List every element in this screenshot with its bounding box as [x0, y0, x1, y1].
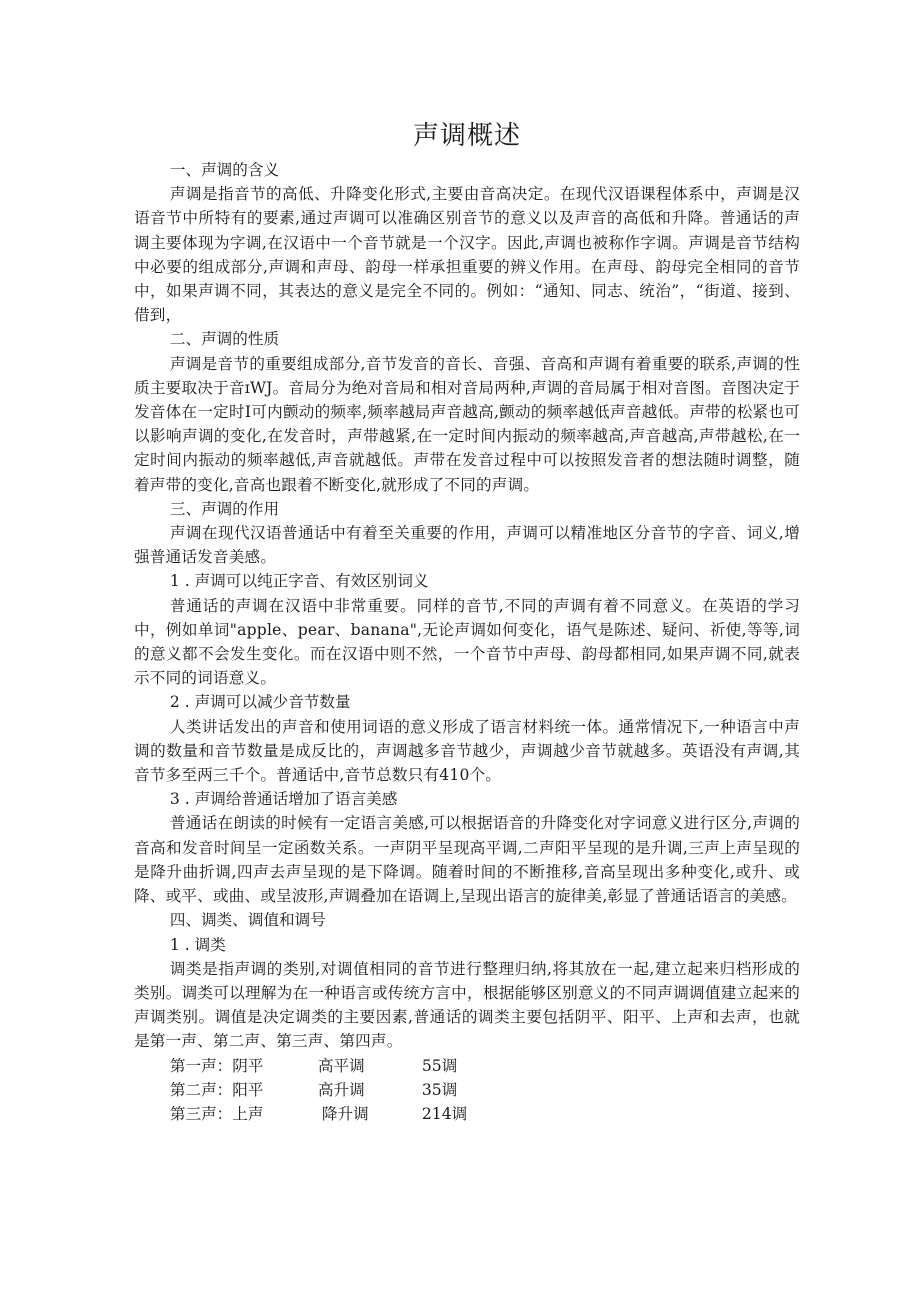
section-heading-meaning: 一、声调的含义 [169, 161, 280, 179]
section-heading-tone-categories: 四、调类、调值和调号 [169, 911, 326, 930]
paragraph-function-1: 普通话的声调在汉语中非常重要。同样的音节,不同的声调有着不同意义。在英语的学习中，例如单词"apple、pear、banana",无论声调如何变化，语气是陈述、疑问、祈使,等等,词的意义都不会发生变化。而在汉语中则不然，一个音节中声母、韵母都相同,如果声调不同,就表示不同的词语意义。 [134, 596, 800, 688]
subheading-function-2: 2 . 声调可以减少音节数量 [169, 693, 351, 712]
paragraph-function-2: 人类讲话发出的声音和使用词语的意义形成了语言材料统一体。通常情况下,一种语言中声调的数量和音节数量是成反比的，声调越多音节越少，声调越少音节就越多。英语没有声调,其音节多至两三千个。普通话中,音节总数只有410个。 [134, 717, 800, 785]
paragraph-meaning: 声调是指音节的高低、升降变化形式,主要由音高决定。在现代汉语课程体系中，声调是汉语音节中所特有的要素,通过声调可以准确区别音节的意义以及声音的高低和升降。普通话的声调主要体现为字调,在汉语中一个音节就是一个汉字。因此,声调也被称作字调。声调是音节结构中必要的组成部分,声调和声母、韵母一样承担重要的辨义作用。在声母、韵母完全相同的音节中，如果声调不同，其表达的意义是完全不同的。例如：“通知、同志、统治”，“街道、接到、借到， [134, 185, 800, 325]
page-title: 声调概述 [412, 121, 521, 151]
subheading-tone-category: 1 . 调类 [169, 935, 226, 954]
paragraph-tone-category: 调类是指声调的类别,对调值相同的音节进行整理归纳,将其放在一起,建立起来归档形成的类别。调类可以理解为在一种语言或传统方言中，根据能够区别意义的不同声调调值建立起来的声调类别。调值是决定调类的主要因素,普通话的调类主要包括阴平、阳平、上声和去声，也就是第一声、第二声、第三声、第四声。 [134, 959, 800, 1051]
tone-value: 214调 [421, 1104, 468, 1123]
tone-type: 降升调 [321, 1104, 369, 1123]
section-heading-function: 三、声调的作用 [169, 499, 280, 518]
document-page [134, 118, 800, 1126]
paragraph-nature: 声调是音节的重要组成部分,音节发音的音长、音强、音高和声调有着重要的联系,声调的性质主要取决于音ɪWJ。音局分为绝对音局和相对音局两种,声调的音局属于相对音图。音图决定于发音体在一定时I可内颤动的频率,频率越局声音越高,颤动的频率越低声音越低。声带的松紧也可以影响声调的变化,在发音时，声带越紧,在一定时间内振动的频率越高,声音越高,声带越松,在一定时间内振动的频率越低,声音就越低。声带在发音过程中可以按照发音者的想法随时调整，随着声带的变化,音高也跟着不断变化,就形成了不同的声调。 [134, 354, 800, 494]
paragraph-function: 声调在现代汉语普通话中有着至关重要的作用，声调可以精准地区分音节的字音、词义,增强普通话发音美感。 [134, 524, 800, 567]
paragraph-function-3: 普通话在朗读的时候有一定语言美感,可以根据语音的升降变化对字词意义进行区分,声调的音高和发音时间呈一定函数关系。一声阴平呈现高平调,二声阳平呈现的是升调,三声上声呈现的是降升曲折调,四声去声呈现的是下降调。随着时间的不断推移,音高呈现出多种变化,或升、或降、或平、或曲、或呈波形,声调叠加在语调上,呈现出语言的旋律美,彰显了普通话语言的美感。 [134, 814, 800, 906]
section-heading-nature: 二、声调的性质 [169, 330, 280, 349]
tone-row-second [134, 1078, 800, 1102]
tone-row-first [134, 1054, 800, 1078]
subheading-function-1: 1 . 声调可以纯正字音、有效区别词义 [169, 572, 429, 591]
tone-row-third [134, 1102, 800, 1126]
tone-value: 55调 [421, 1056, 458, 1075]
tone-name: 第一声：阴平 [169, 1056, 264, 1075]
subheading-function-3: 3 . 声调给普通话增加了语言美感 [169, 790, 398, 809]
tone-type: 高平调 [317, 1056, 365, 1075]
tone-name: 第三声：上声 [169, 1104, 264, 1123]
tone-name: 第二声：阳平 [169, 1080, 264, 1099]
tone-type: 高升调 [317, 1080, 365, 1099]
tone-value: 35调 [421, 1080, 458, 1099]
